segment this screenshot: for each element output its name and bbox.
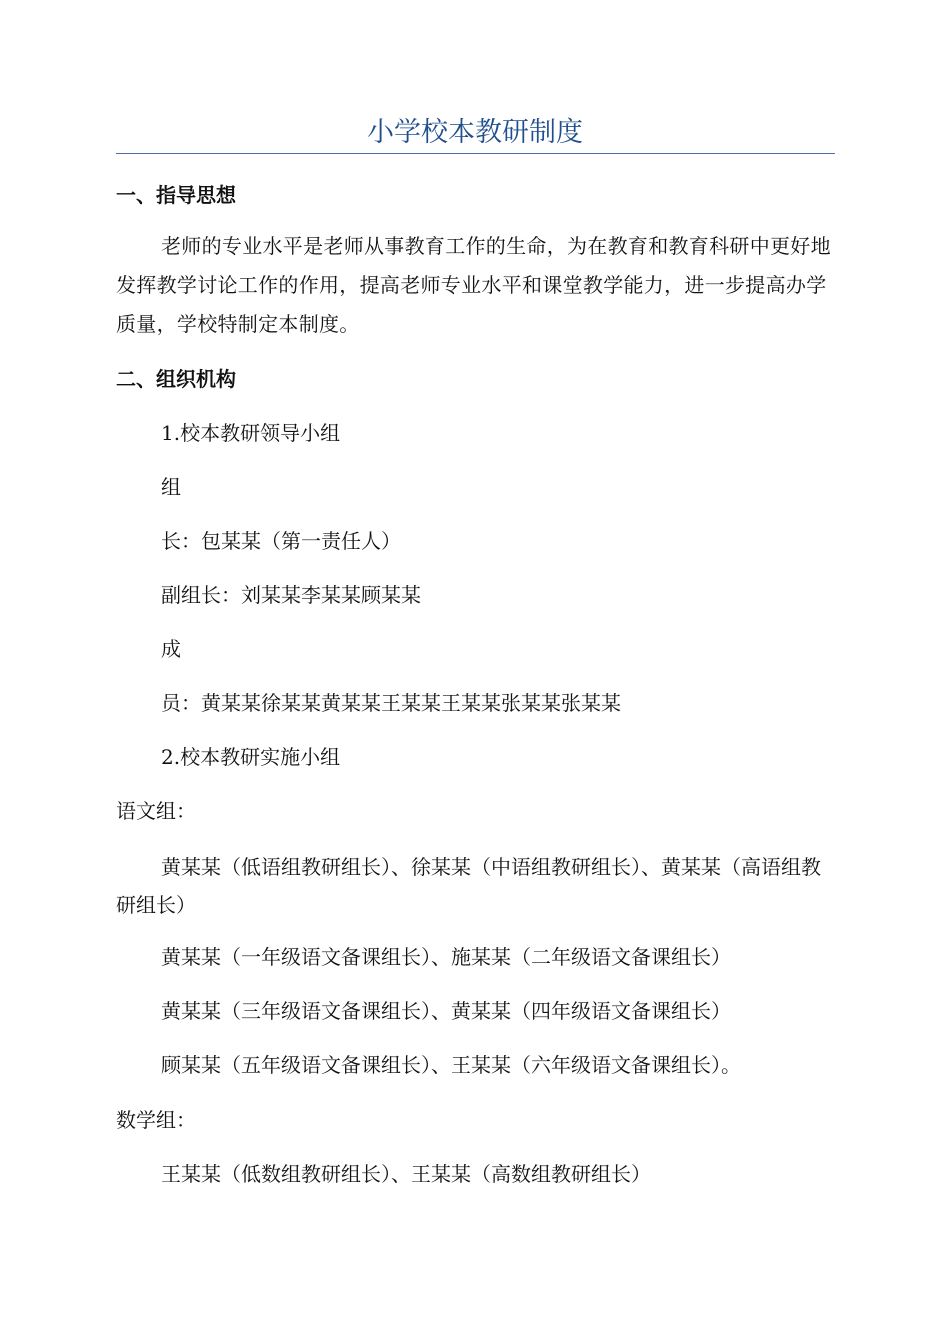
chinese-prep-leaders-grade-3-4: 黄某某（三年级语文备课组长）、黄某某（四年级语文备课组长） [161,999,731,1023]
section-heading-guiding-thought: 一、指导思想 [116,183,236,207]
list-item-members: 员：黄某某徐某某黄某某王某某王某某张某某张某某 [161,691,621,715]
list-item-leader-label-part1: 组 [161,475,181,499]
math-research-leaders: 王某某（低数组教研组长）、王某某（高数组教研组长） [161,1162,651,1186]
list-item-members-label-part1: 成 [161,637,181,661]
section-paragraph-guiding-thought: 老师的专业水平是老师从事教育工作的生命，为在教育和教育科研中更好地发挥教学讨论工作的作用，提高老师专业水平和课堂教学能力，进一步提高办学质量，学校特制定本制度。 [116,234,831,336]
chinese-prep-leaders-grade-1-2: 黄某某（一年级语文备课组长）、施某某（二年级语文备课组长） [161,945,731,969]
list-item-leader: 长：包某某（第一责任人） [161,529,401,553]
chinese-prep-leaders-grade-5-6: 顾某某（五年级语文备课组长）、王某某（六年级语文备课组长）。 [161,1053,741,1077]
group-label-chinese: 语文组： [116,799,196,823]
list-item-deputy-leaders: 副组长：刘某某李某某顾某某 [161,583,421,607]
group-label-math: 数学组： [116,1108,196,1132]
section-heading-organization: 二、组织机构 [116,367,236,391]
title-underline [116,153,835,154]
chinese-research-leaders: 黄某某（低语组教研组长）、徐某某（中语组教研组长）、黄某某（高语组教研组长） [116,855,821,917]
list-item-implementation-group: 2.校本教研实施小组 [161,745,341,769]
document-title: 小学校本教研制度 [367,117,583,148]
list-item-leadership-group: 1.校本教研领导小组 [161,421,341,445]
